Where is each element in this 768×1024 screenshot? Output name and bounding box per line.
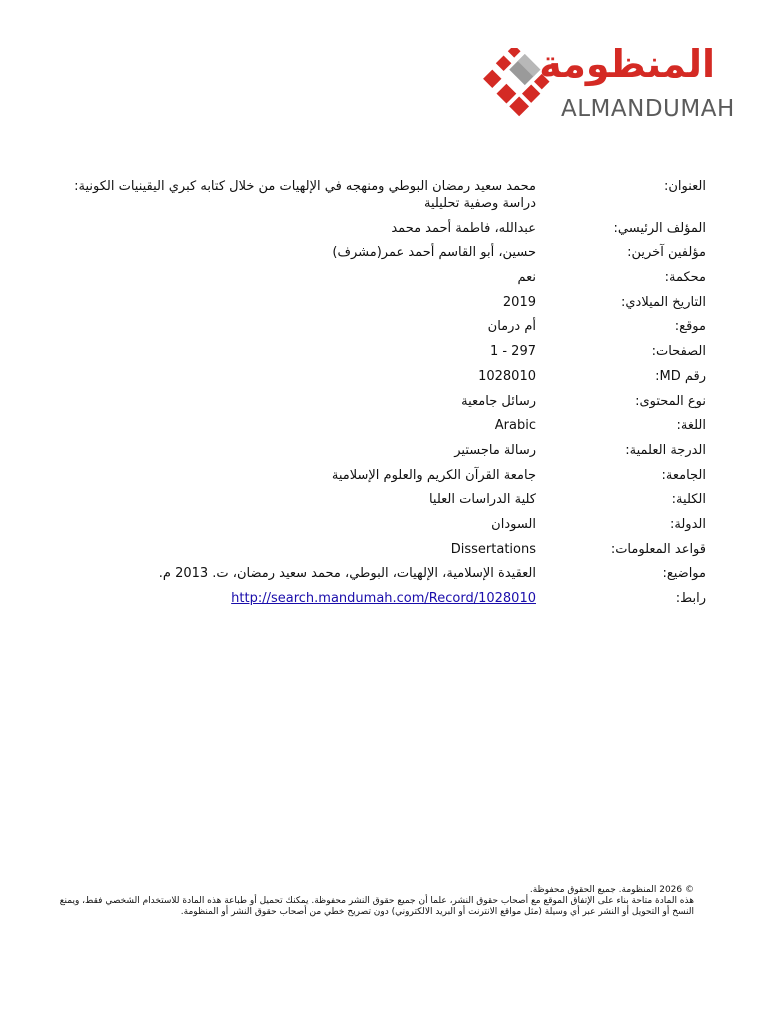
field-value: رسالة ماجستير: [454, 442, 536, 458]
field-label: مؤلفين آخرين:: [627, 245, 706, 261]
record-row-pages: [60, 343, 706, 360]
record-row-subjects: [60, 565, 706, 582]
record-row-university: [60, 467, 706, 484]
field-value: حسين، أبو القاسم أحمد عمر(مشرف): [332, 245, 536, 261]
record-row-other-authors: [60, 244, 706, 261]
record-row-main-author: [60, 220, 706, 237]
record-row-location: [60, 318, 706, 335]
record-row-country: [60, 516, 706, 533]
field-label: المؤلف الرئيسي:: [613, 220, 706, 236]
field-label: نوع المحتوى:: [635, 393, 706, 409]
field-label: محكمة:: [664, 270, 706, 286]
field-label: رقم MD:: [655, 368, 706, 384]
record-link[interactable]: http://search.mandumah.com/Record/1028010: [231, 591, 536, 606]
field-value: [60, 590, 536, 607]
record-row-year: [60, 294, 706, 311]
field-value: أم درمان: [487, 319, 536, 335]
field-value: 1028010: [478, 368, 536, 384]
record-metadata: [60, 178, 706, 615]
record-row-md-number: [60, 368, 706, 385]
copyright-footer: [52, 885, 694, 918]
record-row-title: [60, 178, 706, 212]
almandumah-logo: [455, 42, 735, 130]
field-label: اللغة:: [676, 418, 706, 434]
field-value: نعم: [517, 270, 536, 286]
field-label: الصفحات:: [651, 344, 706, 360]
field-label: الدرجة العلمية:: [625, 442, 706, 458]
record-row-content-type: [60, 393, 706, 410]
rights-notice: هذه المادة متاحة بناء على الإتفاق الموقع مع أصحاب حقوق النشر، علما أن جميع حقوق النشر محفوظة. يمكنك تحميل أو طباعة هذه المادة للاستخدام الشخصي فقط، ويمنع النسخ أو التحويل أو النشر عبر أي وسيلة (مثل مواقع الانترنت أو البريد الالكتروني) دون تصريح خطي من أصحاب حقوق النشر أو المنظومة.: [59, 896, 694, 917]
record-row-link: [60, 590, 706, 607]
field-label: التاريخ الميلادي:: [621, 294, 706, 310]
field-value: كلية الدراسات العليا: [428, 492, 536, 508]
field-value: محمد سعيد رمضان البوطي ومنهجه في الإلهيات من خلال كتابه كبري اليقينيات الكونية: دراسة وصفية تحليلية: [74, 179, 536, 211]
field-label: موقع:: [674, 319, 706, 335]
copyright-line: © 2026 المنظومة. جميع الحقوق محفوظة.: [529, 885, 694, 895]
field-label: مواضيع:: [662, 566, 706, 582]
record-row-peer-reviewed: [60, 269, 706, 286]
field-value: Arabic: [494, 418, 536, 434]
record-row-databases: [60, 541, 706, 558]
field-value: العقيدة الإسلامية، الإلهيات، البوطي، محمد سعيد رمضان، ت. 2013 م.: [158, 566, 536, 582]
record-row-language: [60, 417, 706, 434]
record-row-degree: [60, 442, 706, 459]
field-value: السودان: [491, 516, 536, 532]
field-label: رابط:: [675, 591, 706, 606]
field-label: العنوان:: [663, 179, 706, 194]
field-value: 2019: [502, 294, 536, 310]
field-value: Dissertations: [450, 541, 536, 557]
field-value: عبدالله، فاطمة أحمد محمد: [391, 220, 536, 236]
field-label: الجامعة:: [661, 467, 706, 483]
logo-arabic-wordmark: المنظومة: [539, 42, 715, 86]
field-label: الدولة:: [670, 516, 706, 532]
field-value: 1 - 297: [489, 344, 536, 360]
field-value: رسائل جامعية: [461, 393, 536, 409]
field-value: جامعة القرآن الكريم والعلوم الإسلامية: [331, 467, 536, 483]
record-row-faculty: [60, 491, 706, 508]
field-label: الكلية:: [671, 492, 706, 508]
field-label: قواعد المعلومات:: [610, 541, 706, 557]
logo-latin-wordmark: ALMANDUMAH: [561, 96, 735, 122]
